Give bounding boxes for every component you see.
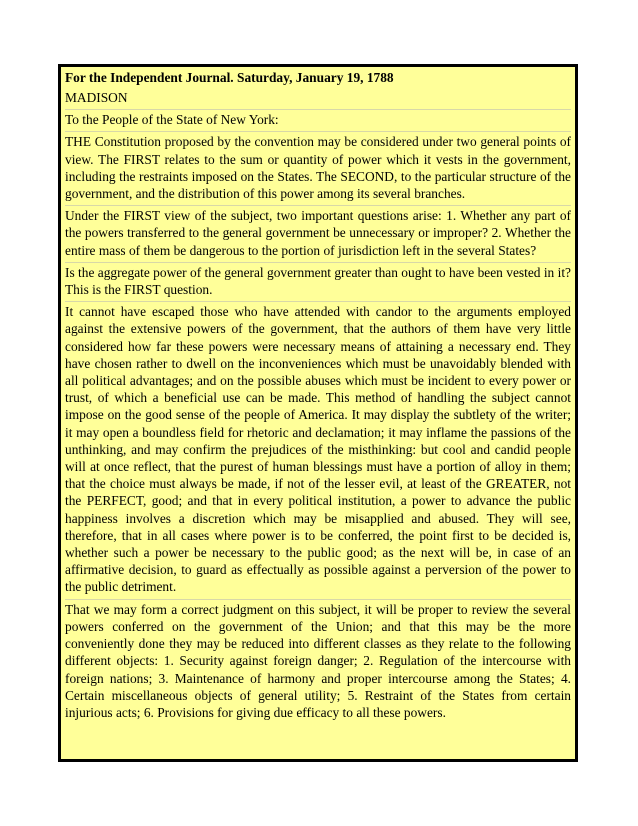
- paragraph-5: That we may form a correct judgment on this subject, it will be proper to review the several powers conferred on the government of the Union; and that this may be the more conveniently done they may be reduced into different classes as they relate to the following different objects: 1. Security against foreign danger; 2. Regulation of the intercourse with foreign nations; 3. Maintenance of harmony and proper intercourse among the States; 4. Certain miscellaneous objects of general utility; 5. Restraint of the States from certain injurious acts; 6. Provisions for giving due efficacy to all these powers.: [65, 601, 571, 720]
- salutation-line: To the People of the State of New York:: [65, 111, 571, 132]
- paragraph-1: THE Constitution proposed by the convention may be considered under two general points of view. The FIRST relates to the sum or quantity of power which it vests in the government, including the restraints imposed on the States. The SECOND, to the particular structure of the government, and the distribution of this power among its several branches.: [65, 133, 571, 206]
- author-line: MADISON: [65, 89, 571, 110]
- paragraph-4: It cannot have escaped those who have attended with candor to the arguments employed against the extensive powers of the government, that the authors of them have very little considered how far these powers were necessary means of attaining a necessary end. They have chosen rather to dwell on the inconveniences which must be unavoidably blended with all political advantages; and on the possible abuses which must be incident to every power or trust, of which a beneficial use can be made. This method of handling the subject cannot impose on the good sense of the people of America. It may display the subtlety of the writer; it may open a boundless field for rhetoric and declamation; it may inflame the passions of the unthinking, and may confirm the prejudices of the misthinking: but cool and candid people will at once reflect, that the purest of human blessings must have a portion of alloy in them; that the choice must always be made, if not of the lesser evil, at least of the GREATER, not the PERFECT, good; and that in every political institution, a power to advance the public happiness involves a discretion which may be misapplied and abused. They will see, therefore, that in all cases where power is to be conferred, the point first to be decided is, whether such a power be necessary to the public good; as the next will be, in case of an affirmative decision, to guard as effectually as possible against a perversion of the power to the public detriment.: [65, 303, 571, 599]
- text-frame: [58, 64, 578, 762]
- document-header: For the Independent Journal. Saturday, January 19, 1788: [65, 70, 394, 85]
- paragraph-2: Under the FIRST view of the subject, two important questions arise: 1. Whether any part of the powers transferred to the general government be unnecessary or improper? 2. Whether the entire mass of them be dangerous to the portion of jurisdiction left in the several States?: [65, 207, 571, 263]
- paragraph-3: Is the aggregate power of the general government greater than ought to have been vested in it? This is the FIRST question.: [65, 264, 571, 302]
